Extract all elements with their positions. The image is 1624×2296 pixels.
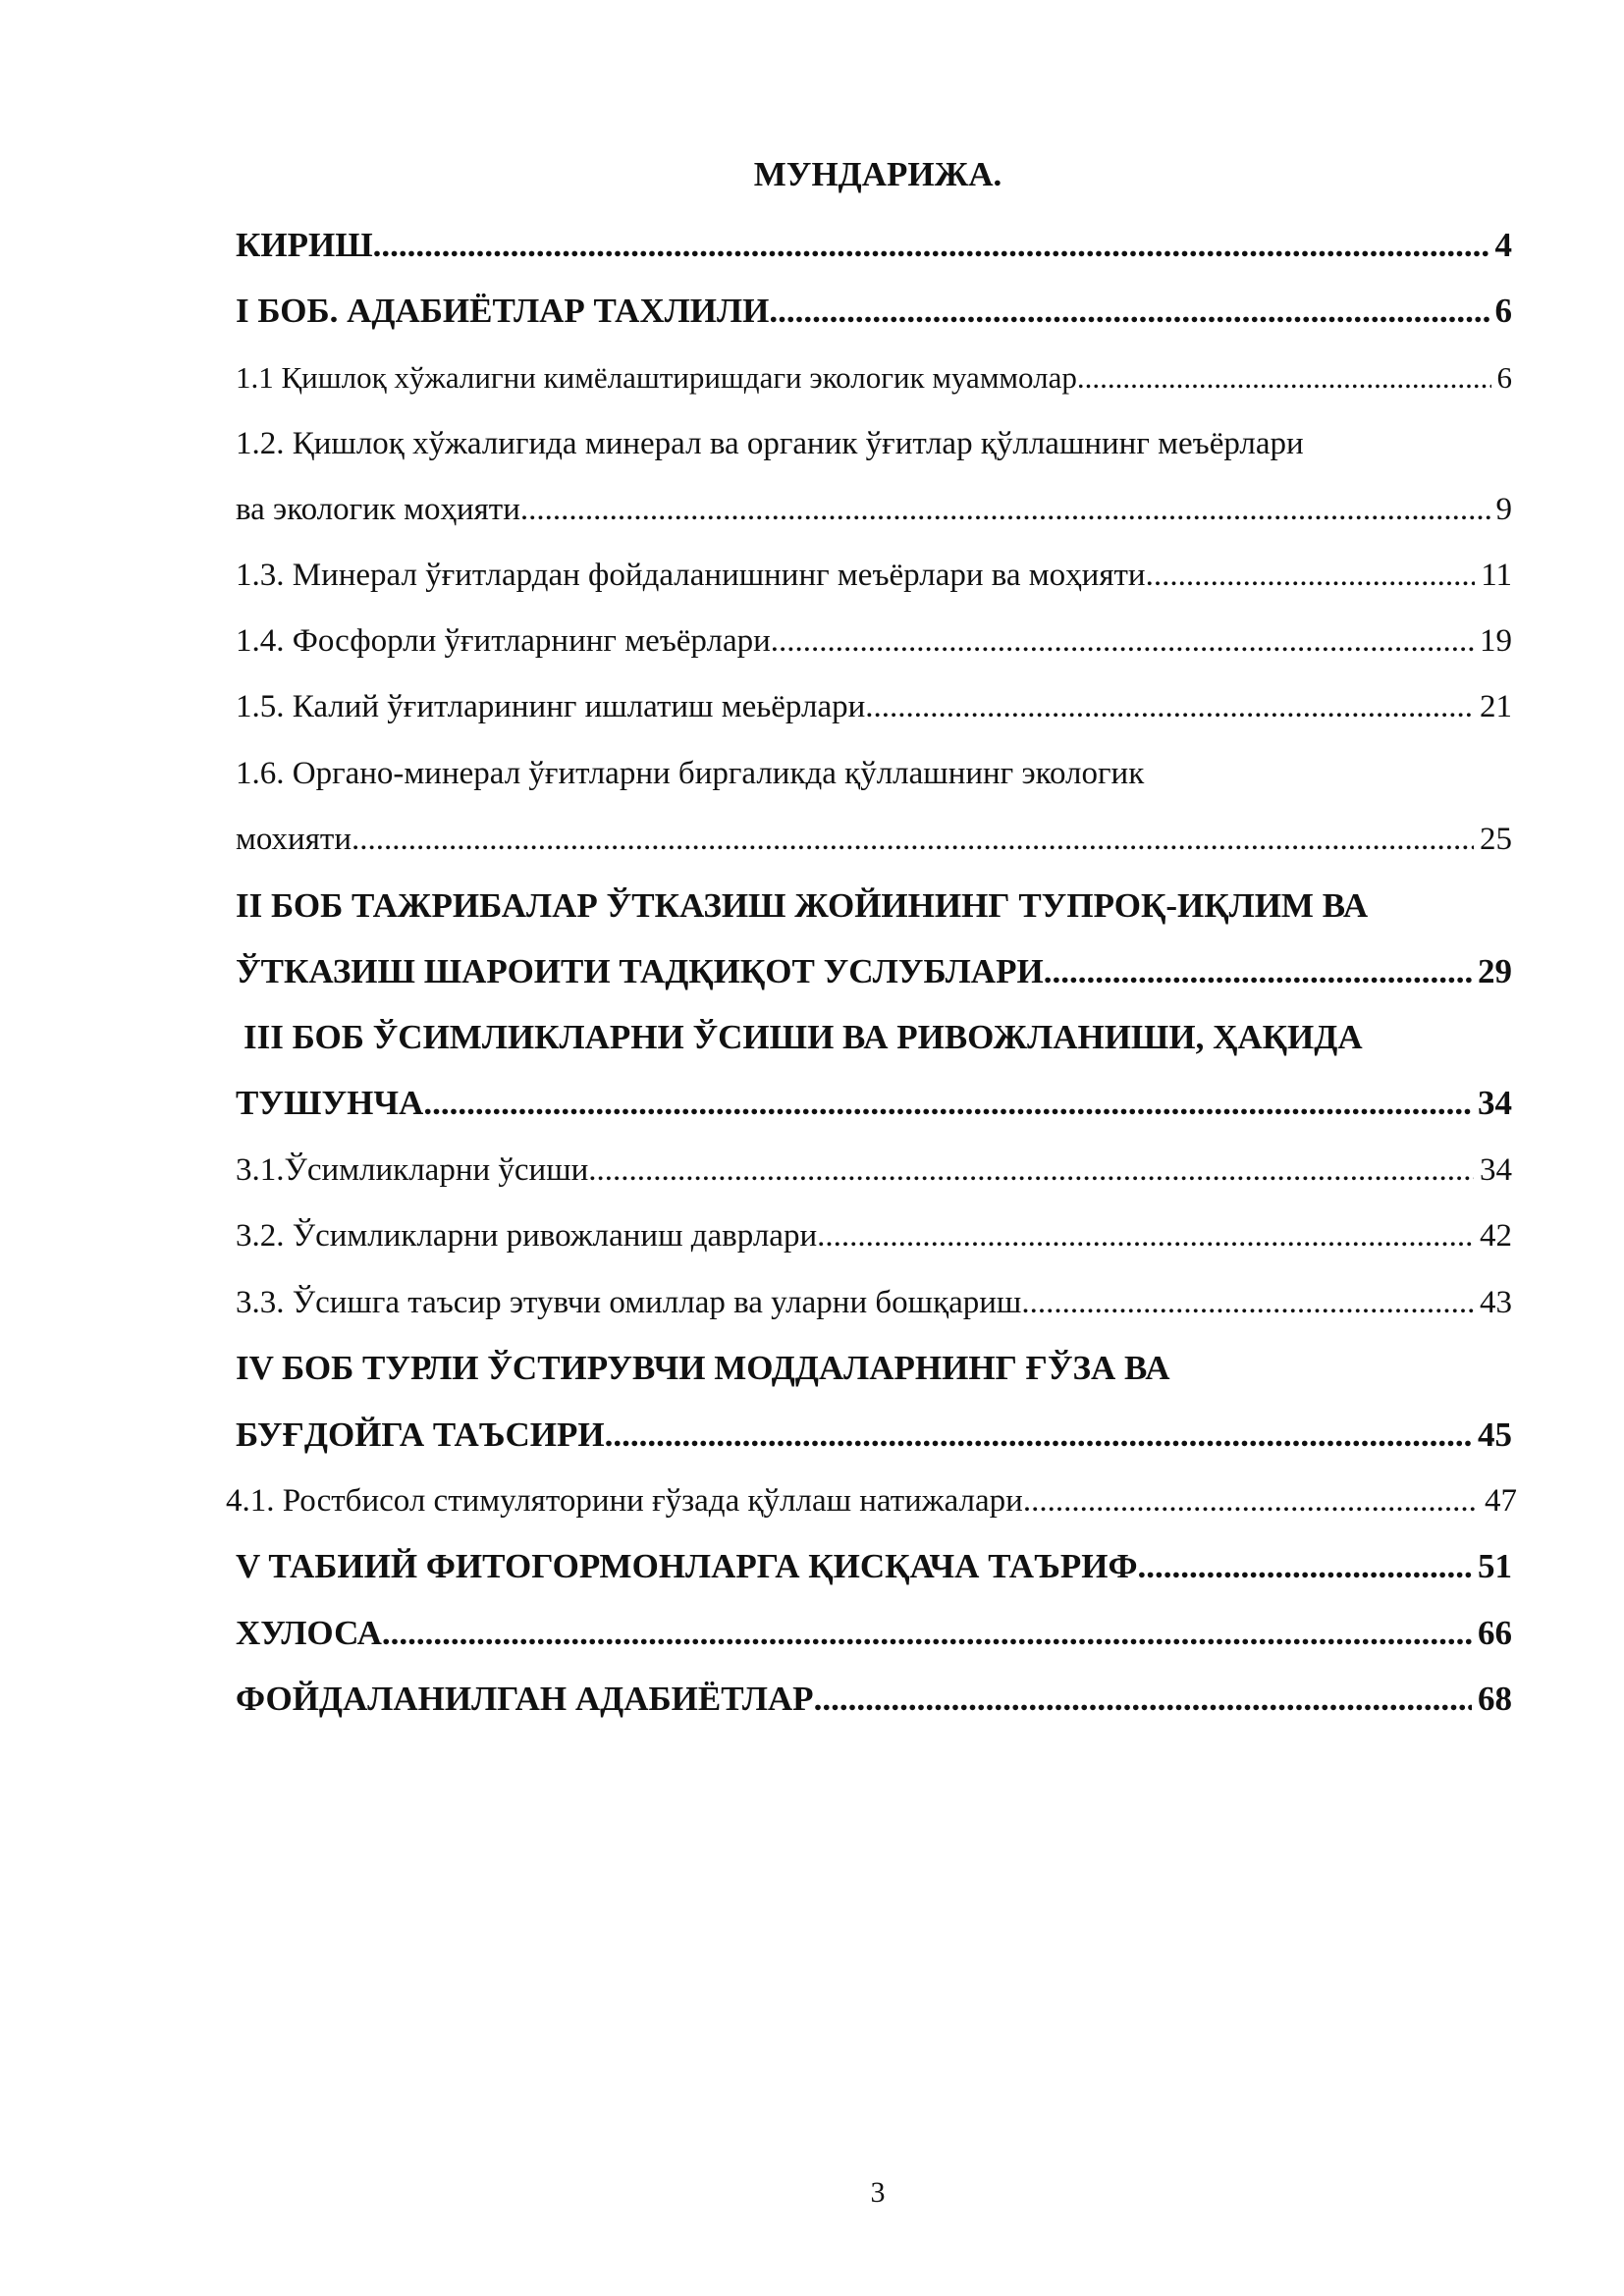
toc-entry-section-1-2-line1: 1.2. Қишлоқ хўжалигида минерал ва органик ўғитлар қўллашнинг меъёрлари [236, 426, 1304, 461]
toc-dot-leader [1044, 951, 1472, 992]
toc-dot-leader [588, 1149, 1474, 1191]
toc-entry-text: ХУЛОСА [236, 1614, 382, 1652]
toc-entry-text: 1.4. Фосфорли ўғитларнинг меъёрлари [236, 623, 771, 659]
toc-entry-text: 1.3. Минерал ўғитлардан фойдаланишнинг меъёрлари ва моҳияти [236, 558, 1146, 593]
toc-dot-leader [865, 686, 1474, 727]
toc-page-number: 42 [1480, 1218, 1512, 1254]
toc-entry-section-3-1[interactable] [236, 1149, 1512, 1191]
toc-entry-text: 4.1. Ростбисол стимуляторини ғўзада қўллаш натижалари [226, 1483, 1023, 1519]
toc-entry-chapter-3-line1: III БОБ ЎСИМЛИКЛАРНИ ЎСИШИ ВА РИВОЖЛАНИШИ, ҲАҚИДА [244, 1018, 1363, 1056]
toc-dot-leader [520, 489, 1490, 530]
toc-page-number: 9 [1495, 492, 1512, 527]
toc-entry-text: ва экологик моҳияти [236, 492, 520, 527]
toc-entry-text: V ТАБИИЙ ФИТОГОРМОНЛАРГА ҚИСҚАЧА ТАЪРИФ [236, 1547, 1138, 1585]
toc-dot-leader [352, 819, 1474, 860]
toc-dot-leader [423, 1083, 1472, 1124]
toc-entry-section-4-1[interactable] [226, 1480, 1517, 1522]
toc-entry-text: ФОЙДАЛАНИЛГАН АДАБИЁТЛАР [236, 1680, 814, 1718]
toc-entry-text: 1.5. Калий ўғитларининг ишлатиш меьёрлари [236, 689, 866, 724]
page-footer-number: 3 [870, 2176, 886, 2209]
toc-entry-text: ЎТКАЗИШ ШАРОИТИ ТАДҚИҚОТ УСЛУБЛАРИ [236, 952, 1044, 990]
toc-page-number: 6 [1496, 360, 1512, 395]
toc-dot-leader [771, 620, 1474, 662]
toc-dot-leader [1023, 1480, 1479, 1522]
toc-entry-section-1-2[interactable] [236, 489, 1512, 530]
toc-dot-leader [1146, 555, 1476, 596]
toc-entry-text: 3.3. Ўсишга таъсир этувчи омиллар ва уларни бошқариш [236, 1285, 1022, 1320]
toc-dot-leader [1021, 1282, 1474, 1323]
toc-entry-text: 3.1.Ўсимликларни ўсиши [236, 1152, 589, 1188]
toc-dot-leader [382, 1613, 1472, 1654]
toc-entry-section-3-2[interactable] [236, 1215, 1512, 1256]
toc-dot-leader [817, 1215, 1474, 1256]
toc-entry-chapter-2-line1: II БОБ ТАЖРИБАЛАР ЎТКАЗИШ ЖОЙИНИНГ ТУПРОҚ-ИҚЛИМ ВА [236, 886, 1369, 925]
toc-page-number: 45 [1478, 1415, 1512, 1454]
toc-entry-text: мохияти [236, 822, 352, 857]
page-title: МУНДАРИЖА. [753, 155, 1002, 193]
toc-page-number: 68 [1478, 1680, 1512, 1718]
toc-entry-text: I БОБ. АДАБИЁТЛАР ТАХЛИЛИ [236, 292, 770, 330]
toc-dot-leader [373, 225, 1489, 266]
toc-page-number: 4 [1494, 226, 1512, 264]
toc-entry-section-1-4[interactable] [236, 620, 1512, 662]
toc-entry-text: 1.1 Қишлоқ хўжалигни кимёлаштиришдаги экологик муаммолар [236, 360, 1077, 395]
toc-entry-text: КИРИШ [236, 226, 373, 264]
toc-entry-chapter-3[interactable] [236, 1083, 1512, 1124]
toc-entry-intro[interactable] [236, 225, 1512, 266]
toc-entry-references[interactable] [236, 1679, 1512, 1720]
toc-dot-leader [1077, 357, 1491, 399]
toc-entry-section-1-3[interactable] [236, 555, 1512, 596]
toc-entry-conclusion[interactable] [236, 1613, 1512, 1654]
toc-dot-leader [1138, 1546, 1472, 1587]
toc-page-number: 34 [1478, 1084, 1512, 1122]
toc-page-number: 43 [1480, 1285, 1512, 1320]
toc-dot-leader [605, 1415, 1472, 1456]
toc-page-number: 47 [1485, 1483, 1517, 1519]
toc-entry-chapter-1[interactable] [236, 291, 1512, 332]
toc-entry-chapter-4[interactable] [236, 1415, 1512, 1456]
toc-entry-section-3-3[interactable] [236, 1282, 1512, 1323]
toc-entry-chapter-2[interactable] [236, 951, 1512, 992]
toc-page-number: 66 [1478, 1614, 1512, 1652]
toc-entry-section-1-5[interactable] [236, 686, 1512, 727]
toc-entry-text: 3.2. Ўсимликларни ривожланиш даврлари [236, 1218, 818, 1254]
toc-page-number: 34 [1480, 1152, 1512, 1188]
toc-dot-leader [769, 291, 1489, 332]
toc-page-number: 29 [1478, 952, 1512, 990]
toc-entry-section-1-6[interactable] [236, 819, 1512, 860]
toc-entry-section-1-6-line1: 1.6. Органо-минерал ўғитларни биргаликда қўллашнинг экологик [236, 756, 1145, 791]
toc-page-number: 25 [1480, 822, 1512, 857]
toc-entry-chapter-5[interactable] [236, 1546, 1512, 1587]
toc-dot-leader [814, 1679, 1472, 1720]
toc-entry-section-1-1[interactable] [236, 357, 1512, 399]
toc-entry-text: ТУШУНЧА [236, 1084, 424, 1122]
toc-entry-chapter-4-line1: IV БОБ ТУРЛИ ЎСТИРУВЧИ МОДДАЛАРНИНГ ҒЎЗА ВА [236, 1349, 1170, 1387]
toc-page-number: 11 [1481, 558, 1512, 593]
toc-entry-text: БУҒДОЙГА ТАЪСИРИ [236, 1415, 605, 1454]
toc-page-number: 6 [1494, 292, 1512, 330]
toc-page-number: 21 [1480, 689, 1512, 724]
toc-page-number: 51 [1478, 1547, 1512, 1585]
toc-page-number: 19 [1480, 623, 1512, 659]
